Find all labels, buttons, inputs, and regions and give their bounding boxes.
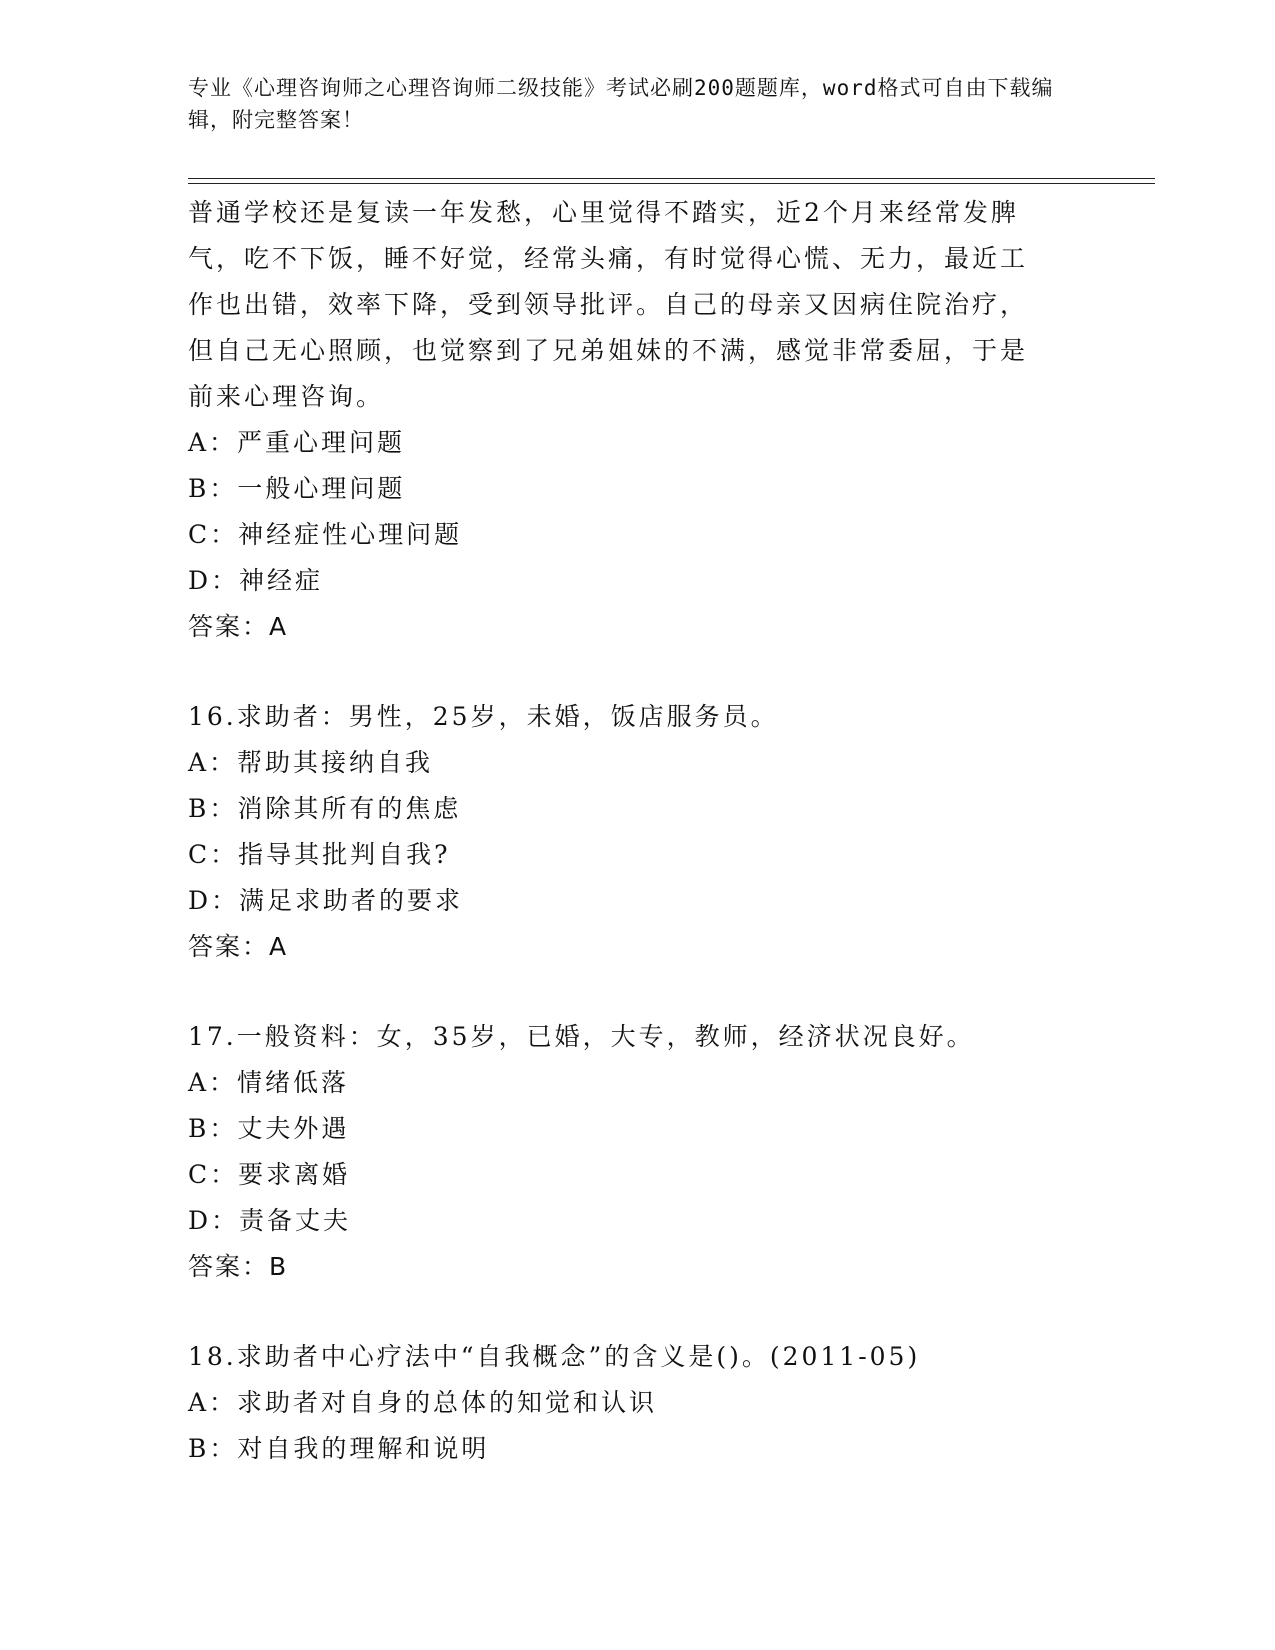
option-a: A：帮助其接纳自我 <box>188 748 434 777</box>
option-c: C：指导其批判自我? <box>188 840 451 869</box>
option-b: B：一般心理问题 <box>188 474 406 503</box>
header-rule-bottom <box>188 183 1155 184</box>
question-16 <box>188 694 1088 970</box>
question-17 <box>188 1014 1088 1290</box>
paragraph-line: 普通学校还是复读一年发愁，心里觉得不踏实，近2个月来经常发脾 <box>188 198 1019 227</box>
option-b: B：对自我的理解和说明 <box>188 1434 490 1463</box>
paragraph-line: 前来心理咨询。 <box>188 382 385 411</box>
question-stem: 16.求助者：男性，25岁，未婚，饭店服务员。 <box>188 702 779 731</box>
option-d: D：神经症 <box>188 566 324 595</box>
option-b: B：丈夫外遇 <box>188 1114 350 1143</box>
question-15-continuation <box>188 190 1088 650</box>
option-b: B：消除其所有的焦虑 <box>188 794 462 823</box>
option-c: C：要求离婚 <box>188 1160 351 1189</box>
document-body <box>188 190 1088 1472</box>
answer-line: 答案：A <box>188 932 289 961</box>
question-18 <box>188 1334 1088 1472</box>
question-stem: 17.一般资料：女，35岁，已婚，大专，教师，经济状况良好。 <box>188 1022 975 1051</box>
option-a: A：求助者对自身的总体的知觉和认识 <box>188 1388 658 1417</box>
header-rule-top <box>188 178 1155 179</box>
paragraph-line: 但自己无心照顾，也觉察到了兄弟姐妹的不满，感觉非常委屈，于是 <box>188 336 1029 365</box>
option-d: D：责备丈夫 <box>188 1206 352 1235</box>
spacer <box>188 970 1088 1014</box>
answer-line: 答案：B <box>188 1252 289 1281</box>
option-a: A：情绪低落 <box>188 1068 350 1097</box>
document-header: 专业《心理咨询师之心理咨询师二级技能》考试必刷200题题库，word格式可自由下载编辑，附完整答案！ <box>188 76 1054 132</box>
option-d: D：满足求助者的要求 <box>188 886 464 915</box>
answer-line: 答案：A <box>188 612 289 641</box>
paragraph-line: 气，吃不下饭，睡不好觉，经常头痛，有时觉得心慌、无力，最近工 <box>188 244 1029 273</box>
option-a: A：严重心理问题 <box>188 428 406 457</box>
paragraph-line: 作也出错，效率下降，受到领导批评。自己的母亲又因病住院治疗， <box>188 290 1029 319</box>
spacer <box>188 650 1088 694</box>
question-stem: 18.求助者中心疗法中“自我概念”的含义是()。(2011-05) <box>188 1342 921 1371</box>
option-c: C：神经症性心理问题 <box>188 520 463 549</box>
spacer <box>188 1290 1088 1334</box>
